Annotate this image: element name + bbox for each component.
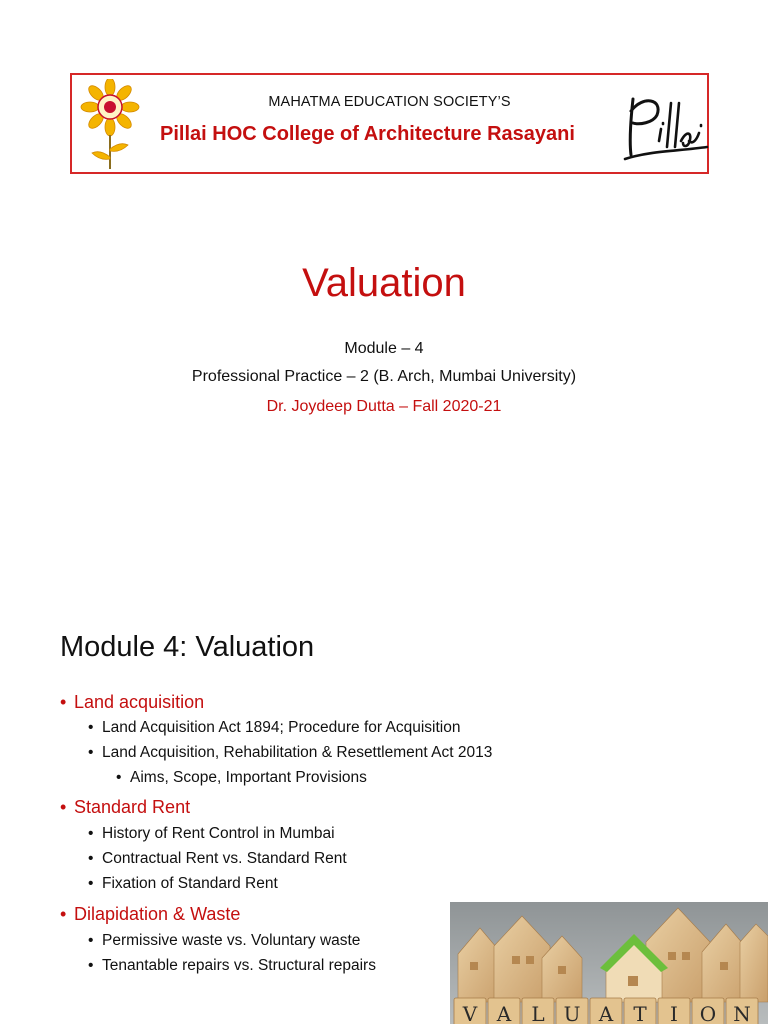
letter-block: [624, 998, 656, 1024]
letter-block: [658, 998, 690, 1024]
signature-icon: [619, 89, 709, 163]
list-item: • Tenantable repairs vs. Structural repairs: [88, 957, 376, 974]
svg-text:V: V: [462, 1002, 478, 1024]
bullet-icon: •: [88, 932, 94, 949]
society-name: MAHATMA EDUCATION SOCIETY’S: [268, 94, 511, 110]
author-term: Dr. Joydeep Dutta – Fall 2020-21: [266, 398, 502, 415]
slide-title: Valuation: [302, 261, 466, 305]
list-item: • History of Rent Control in Mumbai: [88, 825, 335, 842]
institution-header: [70, 73, 709, 174]
letter-block: [590, 998, 622, 1024]
bullet-icon: •: [88, 957, 94, 974]
bullet-icon: •: [116, 769, 122, 786]
section-heading: • Dilapidation & Waste: [60, 904, 241, 924]
svg-text:N: N: [733, 1002, 751, 1024]
bullet-icon: •: [88, 850, 94, 867]
letter-block: [522, 998, 554, 1024]
letter-block: [556, 998, 588, 1024]
list-item: • Land Acquisition, Rehabilitation & Resettlement Act 2013: [88, 744, 493, 761]
svg-text:T: T: [633, 1002, 647, 1024]
letter-block: [692, 998, 724, 1024]
letter-block: [488, 998, 520, 1024]
list-item: • Aims, Scope, Important Provisions: [116, 769, 367, 786]
svg-text:U: U: [563, 1002, 581, 1024]
svg-text:A: A: [598, 1002, 614, 1024]
contents-slide: [0, 600, 768, 1024]
list-item: • Fixation of Standard Rent: [88, 875, 278, 892]
bullet-icon: •: [60, 692, 67, 712]
bullet-icon: •: [88, 875, 94, 892]
college-name: Pillai HOC College of Architecture Rasayani: [160, 123, 575, 145]
section-heading: • Standard Rent: [60, 797, 191, 817]
bullet-icon: •: [60, 797, 67, 817]
letter-block: [726, 998, 758, 1024]
svg-text:I: I: [670, 1002, 678, 1024]
list-item: • Contractual Rent vs. Standard Rent: [88, 850, 347, 867]
bullet-icon: •: [88, 744, 94, 761]
valuation-blocks: [454, 998, 758, 1024]
wooden-houses-photo: [450, 902, 768, 1024]
sunflower-logo-icon: [80, 79, 140, 171]
module-number: Module – 4: [344, 340, 424, 357]
section-heading: • Land acquisition: [60, 692, 205, 712]
list-item: • Land Acquisition Act 1894; Procedure for Acquisition: [88, 719, 461, 736]
letter-block: [454, 998, 486, 1024]
bullet-icon: •: [88, 719, 94, 736]
bullet-icon: •: [88, 825, 94, 842]
course-name: Professional Practice – 2 (B. Arch, Mumbai University): [191, 368, 577, 385]
svg-text:O: O: [699, 1002, 717, 1024]
bullet-icon: •: [60, 904, 67, 924]
svg-text:A: A: [496, 1002, 512, 1024]
svg-text:L: L: [531, 1002, 545, 1024]
module-title: Module 4: Valuation: [60, 631, 315, 663]
list-item: • Permissive waste vs. Voluntary waste: [88, 932, 361, 949]
